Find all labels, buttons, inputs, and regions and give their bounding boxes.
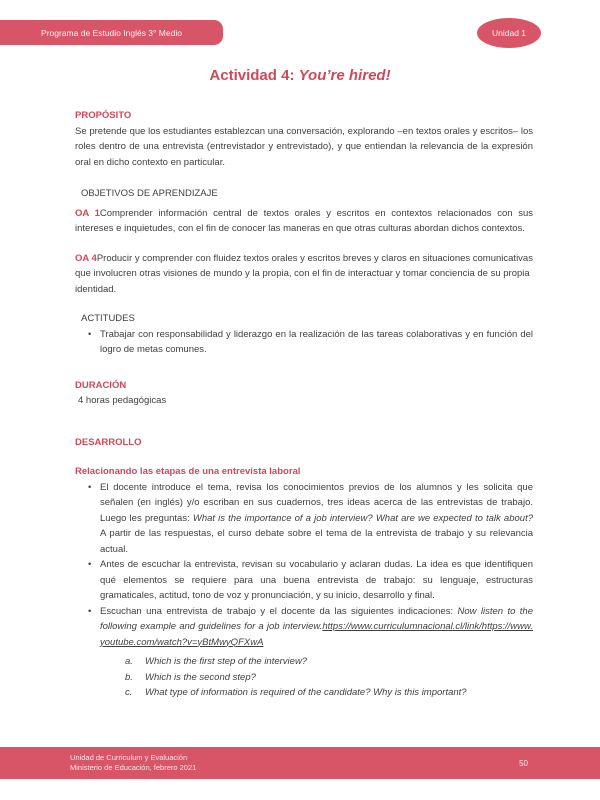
oa1-label: OA 1: [75, 207, 100, 219]
desarrollo-bullet-2-text: Antes de escuchar la entrevista, revisan su vocabulario y aclaran dudas. La idea es que identifiquen qué elementos se requiere para una buena entrevista de trabajo: su lenguaje, estructuras gramaticales, actitud, tono de voz y pronunciación, y su inicio, desarrollo y final.: [100, 559, 533, 601]
question-item-c: [125, 685, 533, 701]
oa4-label: OA 4: [75, 252, 97, 264]
page-number: 50: [519, 758, 528, 768]
footer-org: Unidad de Curriculum y Evaluación: [70, 753, 188, 762]
bullet-1-question: What is the importance of a job interview? What are we expected to talk about?: [192, 512, 533, 524]
duracion-heading: DURACIÓN: [75, 379, 127, 391]
proposito-heading: PROPÓSITO: [75, 110, 132, 121]
bullet-1-pre: El docente introduce el tema, revisa los conocimientos previos de los alumnos y les solicita que señalen (en inglés) y/o escriban en sus cuadernos, tres ideas acerca de las entrevistas de trabajo. Luego les preguntas:: [100, 481, 533, 524]
question-letter: a.: [125, 656, 133, 667]
actitudes-bullet-item: [75, 327, 533, 358]
bullet-3-pre: Escuchan una entrevista de trabajo y el docente da las siguientes indicaciones:: [100, 605, 458, 617]
header-unit-badge: [477, 18, 541, 48]
title-prefix: Actividad 4:: [209, 67, 299, 84]
desarrollo-bullet-2: [75, 557, 533, 604]
oa4-paragraph: [75, 251, 533, 298]
question-text: Which is the second step?: [145, 671, 256, 683]
desarrollo-bullet-3-text: [100, 604, 533, 651]
interview-questions-list: [125, 654, 533, 701]
bullet-marker: •: [88, 328, 92, 340]
actitudes-bullet-text: Trabajar con responsabilidad y liderazgo en la realización de las tareas colaborativas y en función del logro de metas comunes.: [100, 328, 533, 355]
oa1-text: Comprender información central de textos orales y escritos en contextos relacionados con sus intereses e inquietudes, con el fin de conocer las maneras en que otras culturas abordan dichos contextos.: [75, 207, 533, 234]
header-program-badge: [0, 20, 223, 45]
desarrollo-heading: DESARROLLO: [75, 436, 142, 448]
question-item-b: [125, 670, 533, 686]
bullet-1-post: A partir de las respuestas, el curso debate sobre el tema de la entrevista de trabajo y su relevancia actual.: [100, 528, 533, 555]
proposito-text: Se pretende que los estudiantes establezcan una conversación, explorando –en textos orales y escritos– los roles dentro de una entrevista (entrevistador y entrevistado), y que entiendan la relevancia de la expresión oral en dicho contexto en particular.: [75, 125, 533, 168]
question-text: What type of information is required of the candidate? Why is this important?: [145, 687, 467, 698]
duracion-value: 4 horas pedagógicas: [78, 395, 167, 406]
question-item-a: [125, 654, 533, 670]
content-area: [75, 108, 533, 701]
title-emphasis: You’re hired!: [298, 67, 391, 84]
question-letter: b.: [125, 671, 133, 683]
actitudes-heading: ACTITUDES: [81, 313, 135, 324]
bullet-marker: •: [88, 481, 92, 493]
footer-credits: [70, 753, 196, 773]
question-letter: c.: [125, 687, 133, 698]
desarrollo-bullet-1-text: [100, 480, 533, 558]
oa4-text: Producir y comprender con fluidez textos orales y escritos breves y claros en situaciones comunicativas que involucren otras visiones de mundo y la propia, con el fin de interactuar y tomar conciencia de su propia identidad.: [75, 252, 533, 295]
desarrollo-subheading: Relacionando las etapas de una entrevista laboral: [75, 466, 301, 477]
bullet-3-instruction: Now listen to the following example and guidelines for a job interview.: [100, 605, 534, 632]
footer-bar: [0, 747, 600, 779]
page-title: [0, 67, 600, 84]
desarrollo-bullet-3: [75, 604, 533, 651]
header-unit-label: Unidad 1: [491, 28, 527, 38]
bullet-marker: •: [88, 559, 92, 570]
header-program-label: Programa de Estudio Inglés 3° Medio: [41, 27, 182, 38]
objetivos-heading: OBJETIVOS DE APRENDIZAJE: [81, 188, 218, 199]
oa1-paragraph: [75, 206, 533, 237]
youtube-link[interactable]: https://www.curriculumnacional.cl/link/https://www.youtube.com/watch?v=yBtMwyQFXwA: [100, 621, 533, 648]
desarrollo-bullet-1: [75, 480, 533, 558]
footer-ministry: Ministerio de Educación, febrero 2021: [70, 763, 197, 772]
bullet-marker: •: [88, 605, 92, 617]
question-text: Which is the first step of the interview?: [145, 656, 308, 667]
